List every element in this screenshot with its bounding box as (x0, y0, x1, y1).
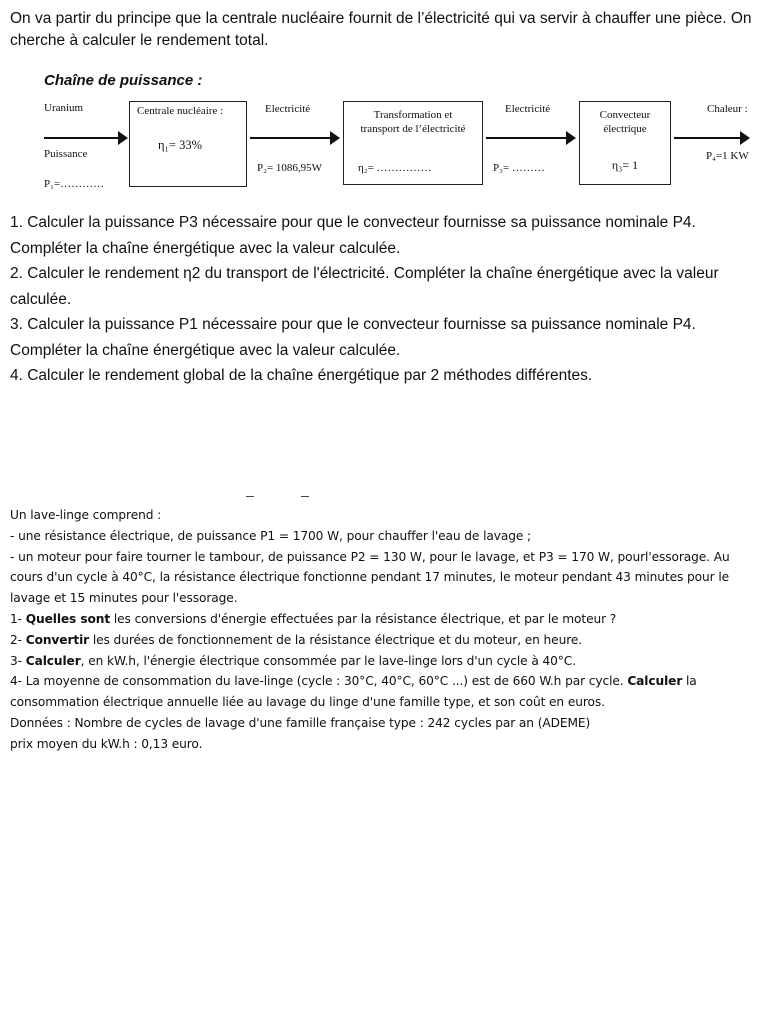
box3-title-line1: Convecteur (599, 109, 651, 121)
question-item: 4. Calculer le rendement global de la chaîne énergétique par 2 méthodes différentes. (10, 367, 593, 384)
p4-value: P₄=1 KW (706, 150, 749, 162)
washer-donnees: Données : Nombre de cycles de lavage d'une famille française type : 242 cycles par an (ADEME) (10, 715, 591, 730)
box2-title-line1: Transformation et (373, 109, 453, 121)
electricite-label-1: Electricité (265, 103, 311, 115)
box3-title-line2: électrique (603, 123, 647, 135)
p1-value: P₁=………… (44, 178, 105, 190)
box-transport (343, 101, 483, 185)
box1-title: Centrale nucléaire : (137, 105, 224, 117)
question-list (10, 210, 758, 389)
intro-paragraph: On va partir du principe que la centrale nucléaire fournit de l’électricité qui va servir à chauffer une pièce. On cherche à calculer le rendement total. (10, 10, 752, 49)
arrow-1 (250, 137, 338, 139)
washer-question-2: 2- Convertir les durées de fonctionnement de la résistance électrique et du moteur, en heure. (10, 632, 583, 647)
uranium-label: Uranium (44, 102, 84, 114)
chain-heading: Chaîne de puissance : (44, 72, 203, 89)
chaleur-label: Chaleur : (707, 103, 748, 115)
arrow-2 (486, 137, 574, 139)
p3-value: P₃= ……… (493, 162, 545, 174)
puissance-label: Puissance (44, 148, 88, 160)
stray-mark (301, 496, 309, 497)
question-item: 2. Calculer le rendement η2 du transport de l'électricité. Compléter la chaîne énergétique avec la valeur calculée. (10, 265, 719, 308)
electricite-label-2: Electricité (505, 103, 551, 115)
stray-mark (246, 496, 254, 497)
lave-linge-exercise (10, 505, 766, 755)
washer-question-1: 1- Quelles sont les conversions d'énergie effectuées par la résistance électrique, et par le moteur ? (10, 611, 617, 626)
eta3-value: η₃= 1 (611, 158, 639, 172)
eta2-value: η₂= …………… (358, 162, 432, 174)
p2-value: P₂= 1086,95W (257, 162, 323, 174)
eta1-value: η₁= 33% (158, 138, 202, 152)
washer-question-3: 3- Calculer, en kW.h, l'énergie électrique consommée par le lave-linge lors d'un cycle à 40°C. (10, 653, 576, 668)
arrow-input (44, 137, 126, 139)
arrow-output (674, 137, 748, 139)
washer-item-resistance: - une résistance électrique, de puissance P1 = 1700 W, pour chauffer l'eau de lavage ; (10, 528, 532, 543)
box2-title-line2: transport de l’électricité (360, 123, 466, 135)
question-item: 1. Calculer la puissance P3 nécessaire pour que le convecteur fournisse sa puissance nominale P4. Compléter la chaîne énergétique avec la valeur calculée. (10, 214, 696, 257)
box-convecteur (579, 101, 671, 185)
question-item: 3. Calculer la puissance P1 nécessaire pour que le convecteur fournisse sa puissance nominale P4. Compléter la chaîne énergétique avec la valeur calculée. (10, 316, 696, 359)
box-centrale-nucleaire (129, 101, 247, 187)
washer-prix: prix moyen du kW.h : 0,13 euro. (10, 736, 203, 751)
washer-intro: Un lave-linge comprend : (10, 508, 162, 522)
washer-item-moteur: - un moteur pour faire tourner le tambour, de puissance P2 = 130 W, pour le lavage, et P3 = 170 W, pourl'essorage. Au cours d'un cycle à 40°C, la résistance électrique fonctionne pendant 17 minutes, le moteur pendant 43 minutes pour le lavage et 15 minutes pour l'essorage. (10, 549, 730, 606)
washer-question-4: 4- La moyenne de consommation du lave-linge (cycle : 30°C, 40°C, 60°C ...) est de 660 W.h par cycle. Calculer la consommation électrique annuelle liée au lavage du linge d'une famille type, et son coût en euros. (10, 674, 697, 710)
